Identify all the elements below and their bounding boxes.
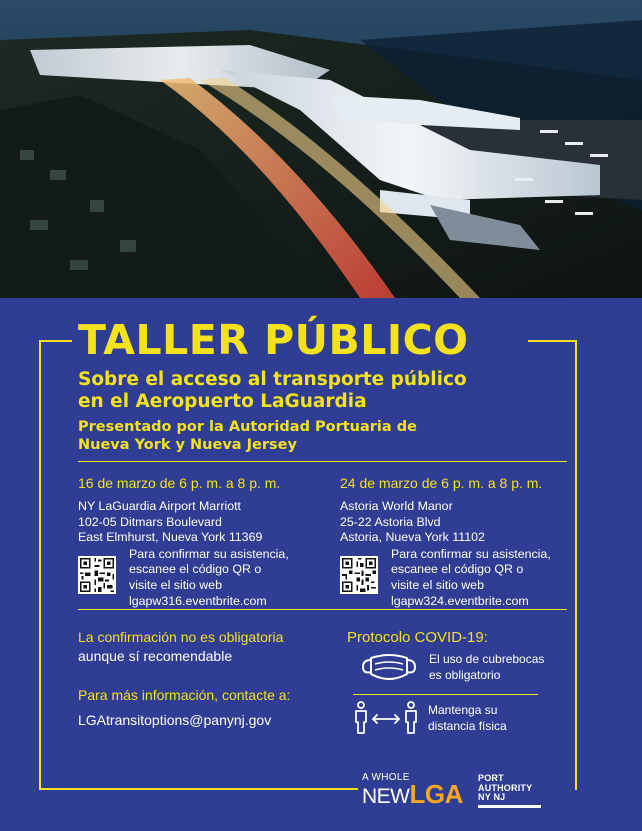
rsvp-line-1: Para confirmar su asistencia, [391, 546, 551, 561]
rsvp-instructions [391, 547, 551, 609]
presented-line-2: Nueva York y Nueva Jersey [78, 437, 297, 453]
port-authority-logo [478, 774, 541, 808]
event-street: 102-05 Ditmars Boulevard [78, 514, 222, 529]
face-mask-icon [359, 650, 419, 684]
aerial-airport-image [0, 0, 642, 298]
event-date: 16 de marzo de 6 p. m. a 8 p. m. [78, 475, 281, 491]
divider-middle [78, 609, 567, 610]
event-rsvp [340, 547, 580, 609]
port-authority-bar-icon [478, 805, 541, 808]
pa-line-1: PORT [478, 773, 504, 783]
frame-top-left [39, 340, 72, 342]
event-march-16 [78, 474, 318, 609]
rsvp-line-2: escanee el código QR o [391, 562, 524, 577]
pa-line-3: NY NJ [478, 792, 506, 803]
qr-code-icon[interactable] [340, 556, 378, 594]
divider-top [78, 461, 567, 462]
rsvp-recommended: aunque sí recomendable [78, 648, 233, 664]
event-date: 24 de marzo de 6 p. m. a 8 p. m. [340, 475, 543, 491]
mask-rule-text [429, 651, 544, 683]
covid-protocol-title: Protocolo COVID-19: [347, 629, 488, 646]
rsvp-line-3: visite el sitio web [391, 577, 484, 592]
distance-rule [353, 701, 507, 735]
frame-bottom-left [39, 788, 358, 790]
event-rsvp [78, 547, 318, 609]
distance-line-1: Mantenga su [428, 703, 498, 717]
new-lga-lga: LGA [409, 779, 463, 809]
new-lga-logo [362, 772, 463, 808]
more-info-heading: Para más información, contacte a: [78, 687, 291, 703]
event-address [78, 499, 318, 546]
rsvp-instructions [129, 547, 289, 609]
event-venue: NY LaGuardia Airport Marriott [78, 499, 241, 513]
event-city: Astoria, Nueva York 11102 [340, 530, 485, 545]
eventbrite-link[interactable]: lgapw324.eventbrite.com [391, 593, 529, 608]
divider-covid [353, 694, 538, 695]
pa-line-2: AUTHORITY [478, 782, 533, 793]
mask-line-1: El uso de cubrebocas [429, 652, 545, 666]
frame-top-right [528, 340, 577, 342]
rsvp-line-1: Para confirmar su asistencia, [129, 546, 289, 561]
event-street: 25-22 Astoria Blvd [340, 514, 441, 529]
mask-line-2: es obligatorio [429, 668, 501, 682]
presented-line-1: Presentado por la Autoridad Portuaria de [78, 419, 417, 435]
new-lga-new: NEW [362, 785, 410, 808]
social-distance-icon [353, 701, 419, 735]
frame-left [39, 340, 41, 790]
subtitle-line-2: en el Aeropuerto LaGuardia [78, 391, 367, 412]
event-city: East Elmhurst, Nueva York 11369 [78, 530, 263, 545]
page-title: TALLER PÚBLICO [78, 316, 469, 364]
rsvp-not-required: La confirmación no es obligatoria [78, 629, 284, 645]
new-lga-wordmark [362, 779, 463, 809]
contact-email[interactable]: LGAtransitoptions@panynj.gov [78, 712, 272, 728]
distance-line-2: distancia física [428, 719, 507, 733]
event-venue: Astoria World Manor [340, 499, 453, 513]
rsvp-line-3: visite el sitio web [129, 577, 222, 592]
mask-rule [353, 650, 544, 684]
contact-info [78, 628, 348, 730]
new-lga-top: A WHOLE [362, 772, 410, 783]
eventbrite-link[interactable]: lgapw316.eventbrite.com [129, 593, 267, 608]
distance-rule-text [428, 702, 507, 734]
workshop-subtitle [78, 369, 578, 413]
presenter [78, 418, 578, 454]
subtitle-line-1: Sobre el acceso al transporte público [78, 369, 467, 390]
qr-code-icon[interactable] [78, 556, 116, 594]
event-address [340, 499, 580, 546]
event-march-24 [340, 474, 580, 609]
rsvp-line-2: escanee el código QR o [129, 562, 262, 577]
